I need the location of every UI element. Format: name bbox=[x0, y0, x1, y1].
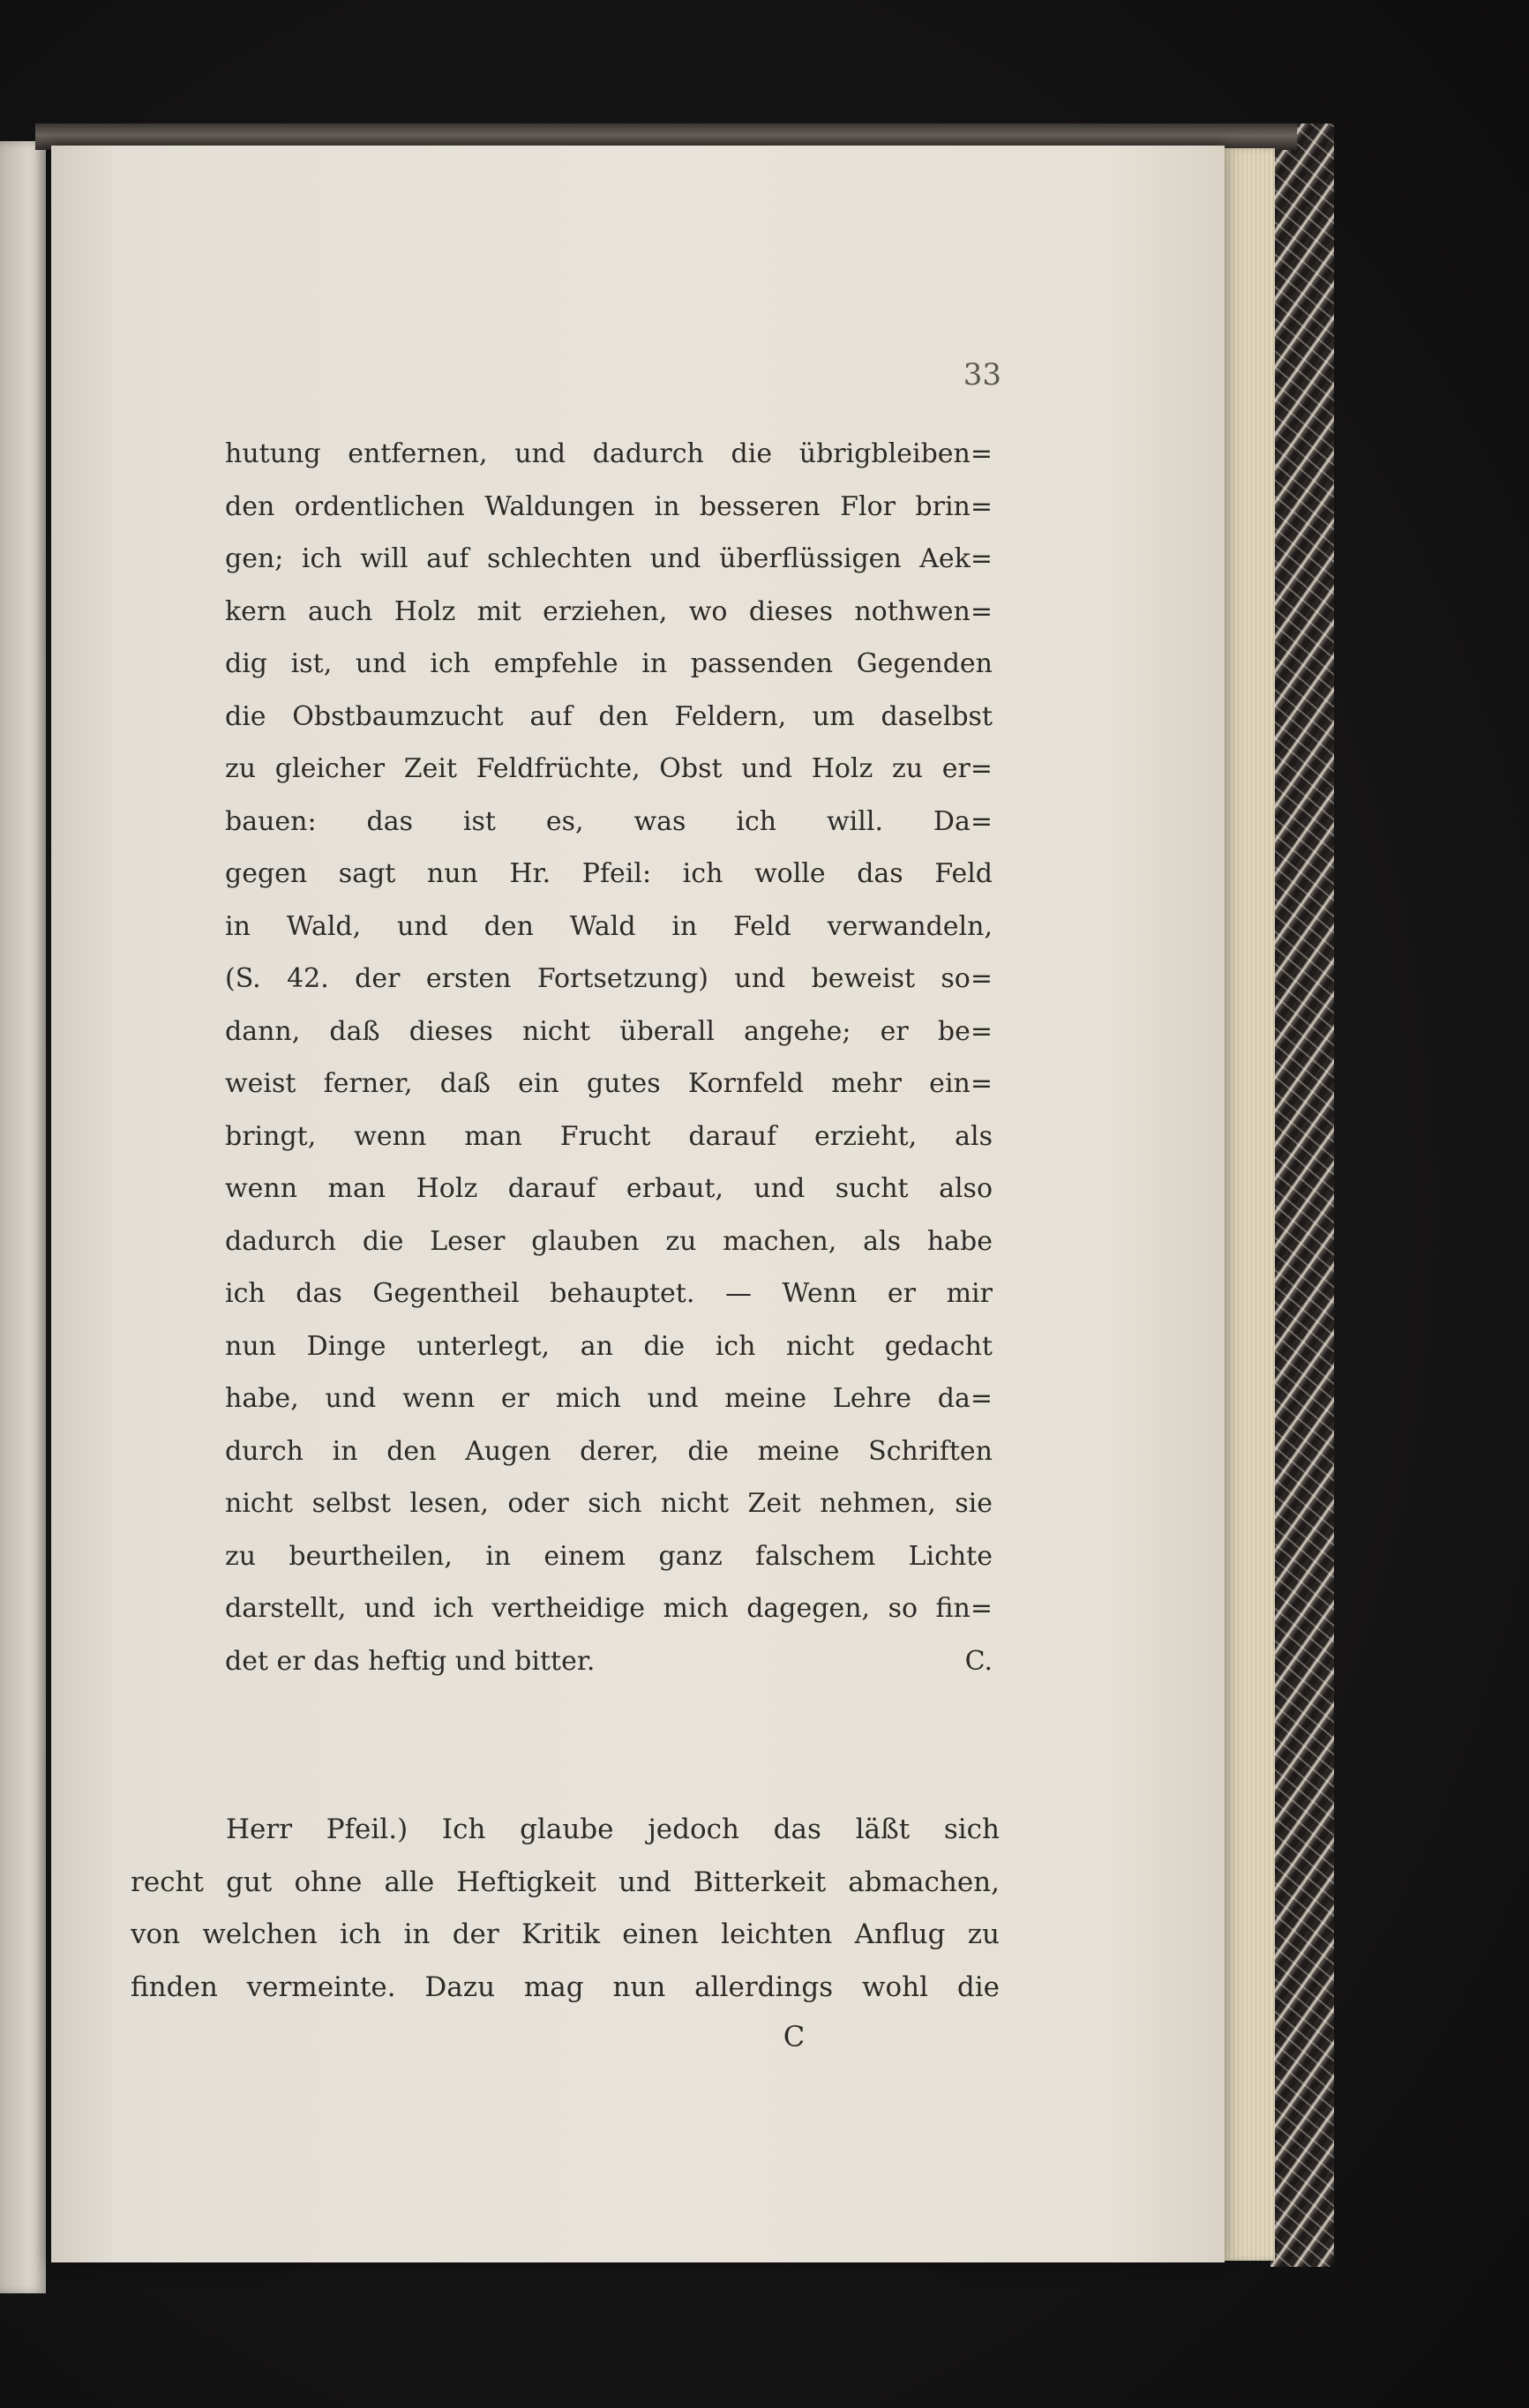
text-line: den ordentlichen Waldungen in besseren Flor brin= bbox=[225, 490, 993, 522]
text-line: weist ferner, daß ein gutes Kornfeld mehr ein= bbox=[225, 1068, 993, 1099]
signature: C. bbox=[964, 1645, 993, 1677]
text-line: dann, daß dieses nicht überall angehe; er be= bbox=[225, 1015, 993, 1047]
text-line: bauen: das ist es, was ich will. Da= bbox=[225, 805, 993, 837]
text-line: habe, und wenn er mich und meine Lehre da= bbox=[225, 1383, 993, 1414]
text-line: finden vermeinte. Dazu mag nun allerdings wohl die bbox=[131, 1971, 1000, 2003]
text-line: dig ist, und ich empfehle in passenden Gegenden bbox=[225, 648, 993, 679]
final-line-text: det er das heftig und bitter. bbox=[225, 1645, 596, 1677]
text-line: (S. 42. der ersten Fortsetzung) und beweist so= bbox=[225, 963, 993, 994]
text-line: dadurch die Leser glauben zu machen, als habe bbox=[225, 1225, 993, 1257]
text-line: in Wald, und den Wald in Feld verwandeln, bbox=[225, 910, 993, 942]
text-line: zu beurtheilen, in einem ganz falschem Lichte bbox=[225, 1540, 993, 1572]
text-line: ich das Gegentheil behauptet. — Wenn er mir bbox=[225, 1278, 993, 1309]
paragraph-2 bbox=[131, 1804, 1000, 2014]
text-line: Herr Pfeil.) Ich glaube jedoch das läßt sich bbox=[226, 1813, 1000, 1845]
text-line: durch in den Augen derer, die meine Schriften bbox=[225, 1435, 993, 1467]
paragraph-1 bbox=[225, 428, 993, 1687]
text-line: darstellt, und ich vertheidige mich dagegen, so fin= bbox=[225, 1593, 993, 1624]
text-line: die Obstbaumzucht auf den Feldern, um daselbst bbox=[225, 700, 993, 732]
previous-page-edge bbox=[0, 141, 46, 2293]
text-line: wenn man Holz darauf erbaut, und sucht also bbox=[225, 1173, 993, 1204]
text-line-last bbox=[225, 1635, 993, 1688]
page-number: 33 bbox=[963, 357, 1001, 393]
catchword: C bbox=[783, 2020, 806, 2053]
text-line: kern auch Holz mit erziehen, wo dieses nothwen= bbox=[225, 595, 993, 627]
text-line: gen; ich will auf schlechten und überflüssigen Aek= bbox=[225, 543, 993, 574]
text-line: nun Dinge unterlegt, an die ich nicht gedacht bbox=[225, 1330, 993, 1362]
text-line: zu gleicher Zeit Feldfrüchte, Obst und Holz zu er= bbox=[225, 753, 993, 784]
text-line: bringt, wenn man Frucht darauf erzieht, als bbox=[225, 1120, 993, 1152]
marbled-cover bbox=[1270, 123, 1334, 2267]
text-line: nicht selbst lesen, oder sich nicht Zeit nehmen, sie bbox=[225, 1488, 993, 1519]
text-line: von welchen ich in der Kritik einen leichten Anflug zu bbox=[131, 1918, 1000, 1950]
text-line: recht gut ohne alle Heftigkeit und Bitterkeit abmachen, bbox=[131, 1866, 1000, 1898]
text-line: gegen sagt nun Hr. Pfeil: ich wolle das Feld bbox=[225, 858, 993, 889]
text-line: hutung entfernen, und dadurch die übrigbleiben= bbox=[225, 438, 993, 469]
